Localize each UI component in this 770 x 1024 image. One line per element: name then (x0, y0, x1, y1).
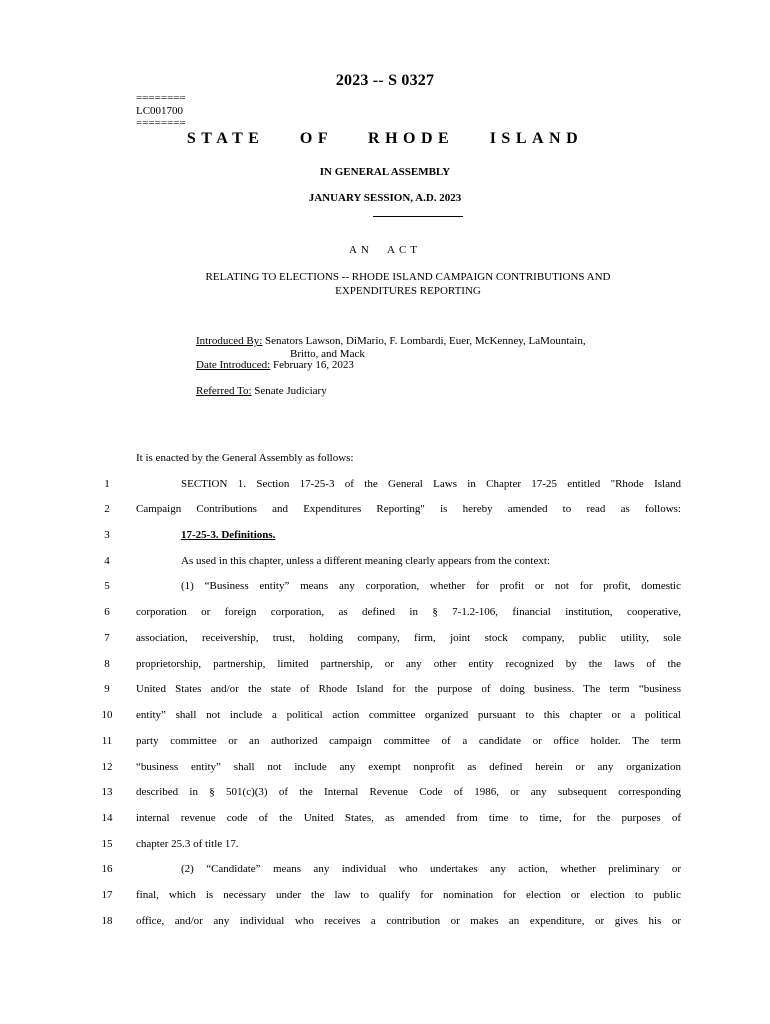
equals-rule-bottom: ======== (136, 117, 186, 129)
act-title (136, 270, 680, 298)
line-number: 4 (104, 555, 110, 567)
introduced-by (196, 334, 586, 348)
referred-to-label: Referred To: (196, 385, 252, 397)
bill-line: office, and/or any individual who receives a contribution or makes an expenditure, or gives his or (136, 915, 681, 927)
bill-line: United States and/or the state of Rhode Island for the purpose of doing business. The term “business (136, 683, 681, 695)
bill-line: (2) “Candidate” means any individual who undertakes any action, whether preliminary or (181, 863, 681, 875)
bill-line: “business entity” shall not include any exempt nonprofit as defined herein or any organization (136, 761, 681, 773)
line-number: 14 (101, 812, 113, 824)
enacting-clause: It is enacted by the General Assembly as follows: (136, 452, 354, 464)
introduced-by-sponsors: Senators Lawson, DiMario, F. Lombardi, Euer, McKenney, LaMountain, (262, 335, 586, 347)
line-number: 7 (104, 632, 110, 644)
bill-line: final, which is necessary under the law to qualify for nomination for election or election to public (136, 889, 681, 901)
referred-to-value: Senate Judiciary (251, 385, 327, 397)
line-number: 17 (101, 889, 113, 901)
bill-line: corporation or foreign corporation, as defined in § 7-1.2-106, financial institution, cooperative, (136, 606, 681, 618)
bill-line: SECTION 1. Section 17-25-3 of the General Laws in Chapter 17-25 entitled "Rhode Island (181, 478, 681, 490)
referred-to (196, 384, 327, 398)
date-introduced-label: Date Introduced: (196, 359, 271, 371)
bill-line: (1) “Business entity” means any corporation, whether for profit or not for profit, domestic (181, 580, 681, 592)
introduced-by-label: Introduced By: (196, 335, 263, 347)
line-number: 16 (101, 863, 113, 875)
general-assembly-heading: IN GENERAL ASSEMBLY (319, 166, 451, 178)
bill-line: party committee or an authorized campaign committee of a candidate or office holder. The term (136, 735, 681, 747)
date-introduced-value: February 16, 2023 (270, 359, 354, 371)
bill-line: As used in this chapter, unless a different meaning clearly appears from the context: (181, 555, 550, 567)
act-title-line-2: EXPENDITURES REPORTING (335, 285, 481, 297)
date-introduced (196, 358, 354, 372)
line-number: 2 (104, 503, 110, 515)
bill-line: described in § 501(c)(3) of the Internal Revenue Code of 1986, or any subsequent corresponding (136, 786, 681, 798)
bill-line: chapter 25.3 of title 17. (136, 838, 239, 850)
introduced-by-continuation: Britto, and Mack (290, 348, 365, 360)
act-title-line-1: RELATING TO ELECTIONS -- RHODE ISLAND CAMPAIGN CONTRIBUTIONS AND (205, 271, 611, 283)
session-divider (373, 216, 463, 217)
an-act-heading: AN ACT (348, 244, 422, 256)
line-number: 13 (101, 786, 113, 798)
lc-number: LC001700 (136, 104, 184, 117)
state-title: STATE OF RHODE ISLAND (186, 130, 584, 147)
bill-line: entity” shall not include a political action committee organized pursuant to this chapter or a political (136, 709, 681, 721)
line-number: 8 (104, 658, 110, 670)
line-number: 9 (104, 683, 110, 695)
line-number: 5 (104, 580, 110, 592)
bill-line: internal revenue code of the United States, as amended from time to time, for the purposes of (136, 812, 681, 824)
line-number: 3 (104, 529, 110, 541)
bill-line: Campaign Contributions and Expenditures Reporting" is hereby amended to read as follows: (136, 503, 681, 515)
line-number: 15 (101, 838, 113, 850)
line-number: 1 (104, 478, 110, 490)
equals-rule-top: ======== (136, 92, 186, 104)
bill-line: proprietorship, partnership, limited partnership, or any other entity recognized by the laws of the (136, 658, 681, 670)
line-number: 11 (101, 735, 113, 747)
bill-line (181, 529, 681, 541)
section-heading: 17-25-3. Definitions. (181, 529, 276, 541)
line-number: 10 (101, 709, 113, 721)
line-number: 6 (104, 606, 110, 618)
line-number: 18 (101, 915, 113, 927)
lc-number-block (136, 92, 186, 130)
line-number: 12 (101, 761, 113, 773)
bill-line: association, receivership, trust, holding company, firm, joint stock company, public utility, sole (136, 632, 681, 644)
bill-number: 2023 -- S 0327 (335, 72, 435, 89)
session-heading: JANUARY SESSION, A.D. 2023 (308, 192, 462, 204)
